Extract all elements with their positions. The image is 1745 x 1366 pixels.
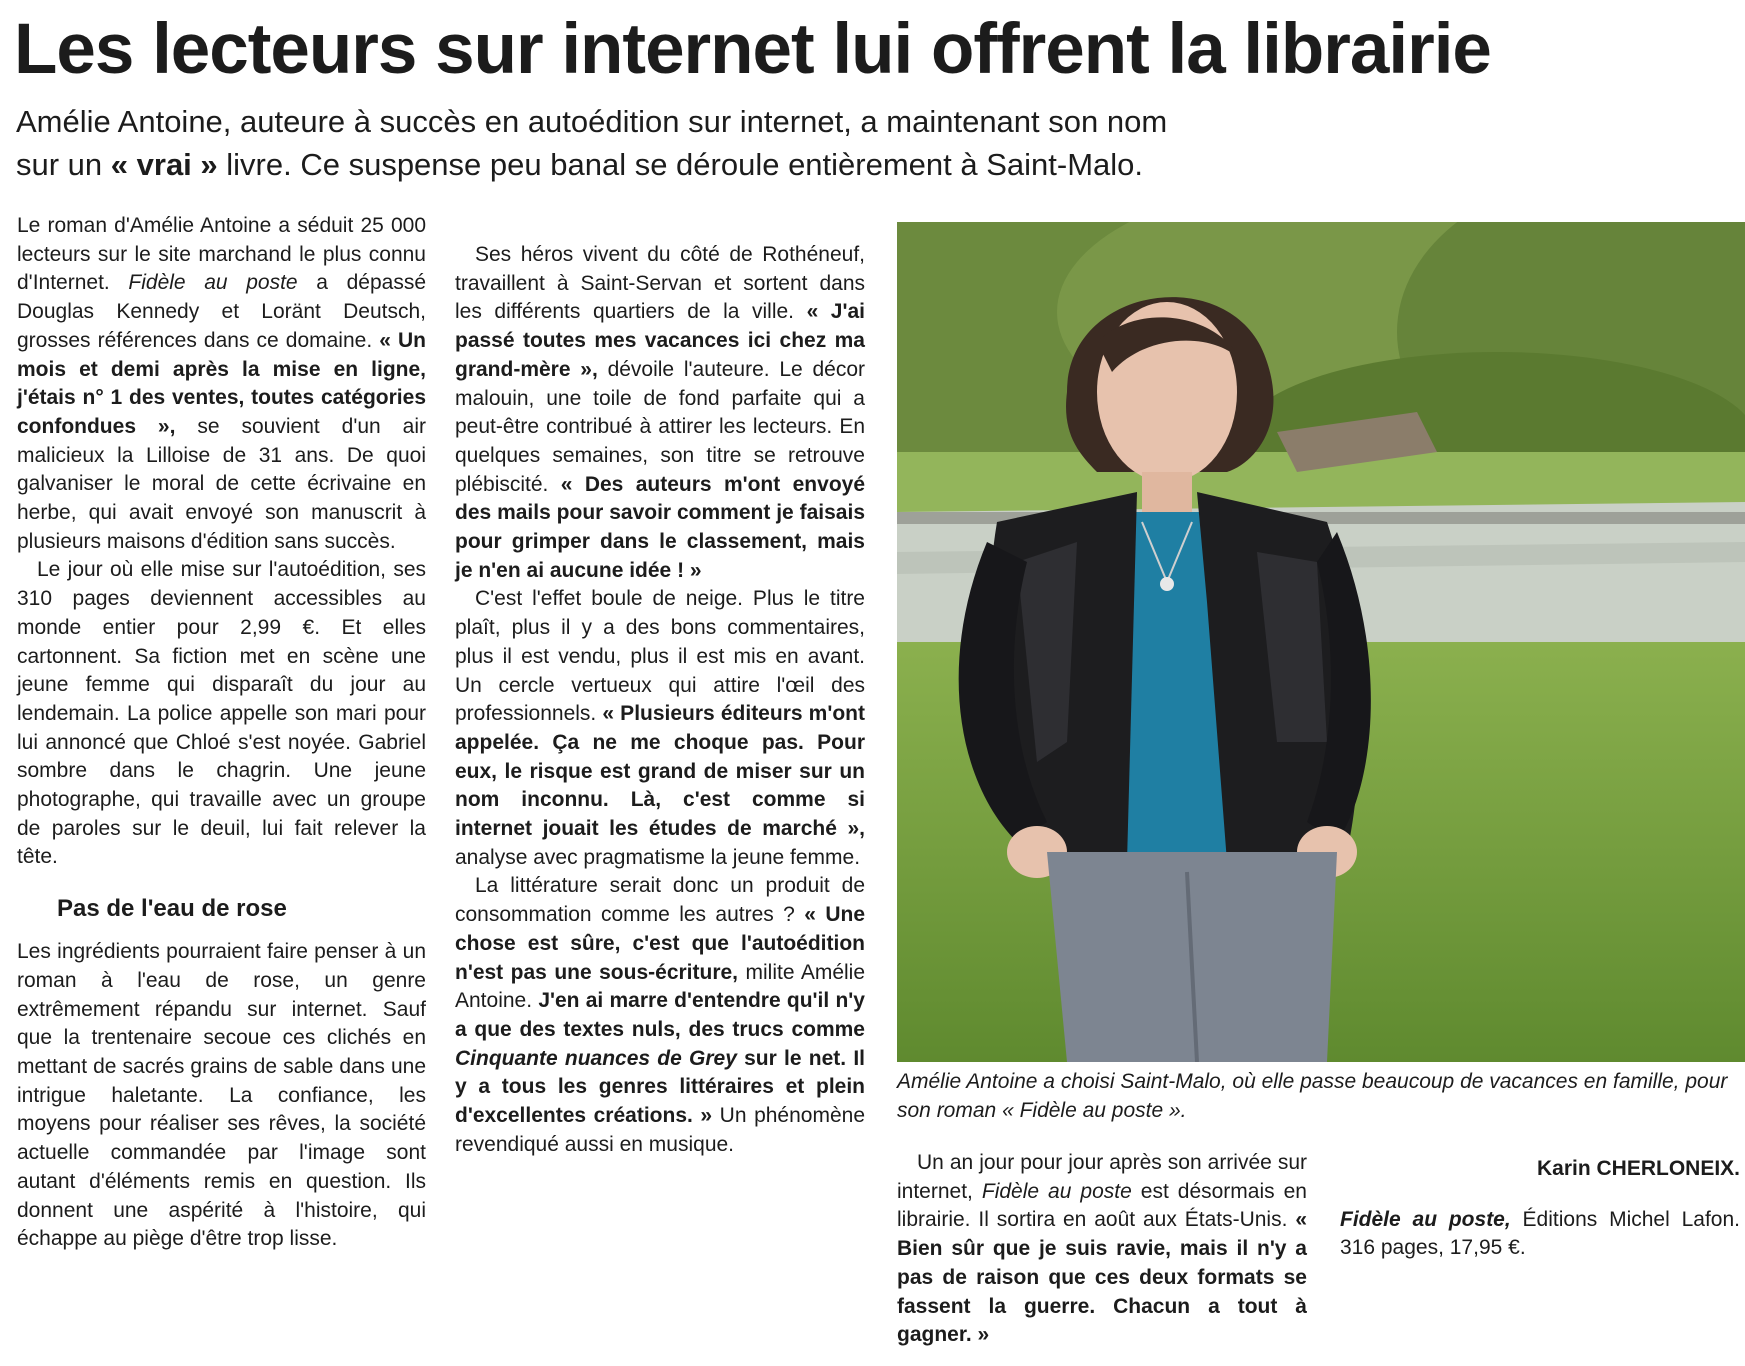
paragraph-1-text-b: a dépassé Douglas Kennedy et Loränt Deutsch, grosses références dans ce domaine. xyxy=(17,271,426,352)
article-column-1 xyxy=(17,212,426,1254)
standfirst-line2-a: sur un xyxy=(16,147,111,182)
paragraph-3: Les ingrédients pourraient faire penser à un roman à l'eau de rose, un genre extrêmement répandu sur internet. Sauf que la trentenaire secoue ces clichés en mettant de sacrés grains de sable dans une intrigue haletante. La confiance, les moyens pour réaliser ses rêves, la société actuelle commandée par l'image sont autant d'éléments remis en question. Ils donnent une aspérité à l'histoire, qui échappe au piège d'être trop lisse. xyxy=(17,940,426,1251)
subheading: Pas de l'eau de rose xyxy=(57,895,287,923)
photo-caption xyxy=(897,1067,1737,1125)
author-photo xyxy=(897,222,1745,1062)
paragraph-1-text-a: Le roman d'Amélie Antoine a séduit 25 000 lecteurs sur le site marchand le plus connu d'Internet. xyxy=(17,214,426,295)
paragraph-4-text-b: dévoile l'auteure. Le décor malouin, une toile de fond parfaite qui a peut-être contribué à attirer les lecteurs. En quelques semaines, son titre se retrouve plébiscité. xyxy=(455,357,865,496)
article-column-2 xyxy=(455,241,865,1160)
book-title-italic-2: Fidèle au poste xyxy=(981,1179,1132,1203)
paragraph-7-text-a: Un an jour pour jour après son arrivée sur internet, xyxy=(897,1151,1307,1203)
author-photo-illustration xyxy=(897,222,1745,1062)
paragraph-4-text-a: Ses héros vivent du côté de Rothéneuf, travaillent à Saint-Servan et sortent dans les différents quartiers de la ville. xyxy=(455,243,865,324)
standfirst-line1: Amélie Antoine, auteure à succès en autoédition sur internet, a maintenant son nom xyxy=(16,104,1168,139)
paragraph-6 xyxy=(455,872,865,1159)
quote-1: « Un mois et demi après la mise en ligne, j'étais n° 1 des ventes, toutes catégories confondues », xyxy=(17,328,426,438)
quote-3: « Des auteurs m'ont envoyé des mails pour savoir comment je faisais pour grimper dans le classement, mais je n'en ai aucune idée ! » xyxy=(455,472,866,582)
standfirst-line2-b: livre. Ce suspense peu banal se déroule entièrement à Saint-Malo. xyxy=(217,147,1144,182)
author-signature: Karin CHERLONEIX. xyxy=(1536,1157,1740,1180)
book-title-italic: Fidèle au poste xyxy=(128,271,298,295)
paragraph-6-text-c: Un phénomène revendiqué aussi en musique. xyxy=(455,1104,865,1156)
book-reference-details: Éditions Michel Lafon. 316 pages, 17,95 €. xyxy=(1340,1207,1740,1260)
article-column-4 xyxy=(1340,1149,1740,1263)
standfirst-line2-bold: « vrai » xyxy=(110,147,218,182)
standfirst xyxy=(16,100,1516,186)
quote-6-end: sur le net. Il y a tous les genres littéraires et plein d'excellentes créations. » xyxy=(455,1046,865,1128)
book-reference xyxy=(1340,1206,1740,1263)
photo-caption-title: « Fidèle au poste ». xyxy=(1002,1099,1187,1122)
paragraph-6-text-a: La littérature serait donc un produit de consommation comme les autres ? xyxy=(455,874,865,927)
paragraph-5 xyxy=(455,585,865,872)
book-reference-title: Fidèle au poste, xyxy=(1340,1207,1511,1231)
paragraph-5-text-b: analyse avec pragmatisme la jeune femme. xyxy=(455,845,861,869)
quote-6-book-title: Cinquante nuances de Grey xyxy=(455,1046,737,1070)
quote-6: J'en ai marre d'entendre qu'il n'y a que des textes nuls, des trucs comme xyxy=(455,989,865,1041)
paragraph-4 xyxy=(455,241,865,585)
paragraph-1-text-c: se souvient d'un air malicieux la Lilloise de 31 ans. De quoi galvaniser le moral de cette écrivaine en herbe, qui avait envoyé son manuscrit à plusieurs maisons d'édition sans succès. xyxy=(17,414,426,553)
quote-7: « Bien sûr que je suis ravie, mais il n'y a pas de raison que ces deux formats se fassent la guerre. Chacun a tout à gagner. » xyxy=(897,1208,1307,1347)
quote-4: « Plusieurs éditeurs m'ont appelée. Ça ne me choque pas. Pour eux, le risque est grand de miser sur un nom inconnu. Là, c'est comme si internet jouait les études de marché », xyxy=(455,702,865,841)
photo-caption-text: Amélie Antoine a choisi Saint-Malo, où elle passe beaucoup de vacances en famille, pour son roman xyxy=(897,1070,1728,1122)
paragraph-5-text-a: C'est l'effet boule de neige. Plus le titre plaît, plus il y a des bons commentaires, plus il est vendu, plus il est mis en avant. Un cercle vertueux qui attire l'œil des professionnels. xyxy=(455,587,865,726)
paragraph-7-text-b: est désormais en librairie. Il sortira en août aux États-Unis. xyxy=(897,1179,1307,1232)
paragraph-6-text-b: milite Amélie Antoine. xyxy=(455,960,866,1013)
paragraph-1 xyxy=(17,212,426,556)
headline: Les lecteurs sur internet lui offrent la librairie xyxy=(14,10,1491,89)
paragraph-2: Le jour où elle mise sur l'autoédition, ses 310 pages deviennent accessibles au monde entier pour 2,99 €. Et elles cartonnent. Sa fiction met en scène une jeune femme qui disparaît du jour au lendemain. La police appelle son mari pour lui annoncé que Chloé s'est noyée. Gabriel sombre dans le chagrin. Une jeune photographe, qui travaille avec un groupe de paroles sur le deuil, lui fait relever la tête. xyxy=(17,558,426,869)
quote-2: « J'ai passé toutes mes vacances ici chez ma grand-mère », xyxy=(455,300,865,381)
article-column-3 xyxy=(897,1149,1307,1350)
quote-5: « Une chose est sûre, c'est que l'autoédition n'est pas une sous-écriture, xyxy=(455,903,866,984)
paragraph-7 xyxy=(897,1149,1307,1350)
